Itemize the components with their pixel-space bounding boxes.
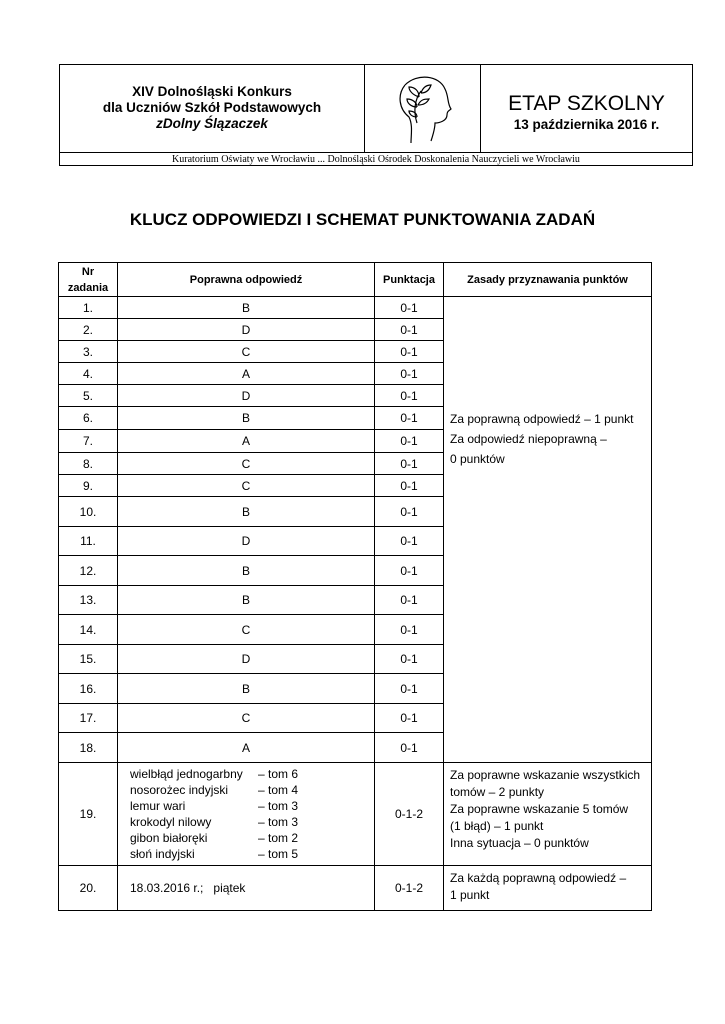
task-number: 3. [59,341,118,363]
task-points: 0-1 [375,430,444,453]
task-points: 0-1 [375,319,444,341]
task-answer: B [118,497,375,527]
task-points: 0-1 [375,453,444,475]
task-points: 0-1 [375,615,444,645]
task-number: 7. [59,430,118,453]
task-answer: C [118,453,375,475]
task-answer: B [118,407,375,430]
head-with-plant-logo-icon [365,65,480,152]
task-number: 18. [59,733,118,763]
task-points: 0-1 [375,407,444,430]
task-number: 10. [59,497,118,527]
task-number: 9. [59,475,118,497]
page-title: KLUCZ ODPOWIEDZI I SCHEMAT PUNKTOWANIA ZADAŃ [129,210,596,229]
contest-line-3: zDolny Ślązaczek [156,116,268,131]
task-answer: B [118,674,375,704]
table-row-20 [59,866,652,911]
rule-task-19: Za poprawne wskazanie wszystkich tomów – 2 punkty Za poprawne wskazanie 5 tomów (1 błąd) – 1 punkt Inna sytuacja – 0 punktów [444,763,652,866]
task-points: 0-1 [375,385,444,407]
task-number: 20. [59,866,118,911]
stage-box [481,65,692,152]
organizers-line: Kuratorium Oświaty we Wrocławiu ... Dolnośląski Ośrodek Doskonalenia Nauczycieli we Wrocławiu [172,154,580,165]
task-points: 0-1 [375,297,444,319]
task-answer: B [118,556,375,586]
task-number: 4. [59,363,118,385]
task-answer: C [118,341,375,363]
list-item: lemur wari – tom 3 [130,799,299,813]
answer-key-table [58,262,652,911]
document-header [59,64,693,166]
task-points: 0-1 [375,341,444,363]
stage-title: ETAP SZKOLNY [508,92,665,115]
task-points: 0-1 [375,556,444,586]
task-answer: C [118,615,375,645]
task-points: 0-1-2 [375,763,444,866]
task-points: 0-1 [375,733,444,763]
task-number: 19. [59,763,118,866]
task-answer: A [118,430,375,453]
rule-task-20: Za każdą poprawną odpowiedź – 1 punkt [444,866,652,911]
task-answer: C [118,704,375,733]
task-answer: A [118,363,375,385]
tome-list [118,766,374,862]
list-item: słoń indyjski – tom 5 [130,847,299,861]
task-answer: 18.03.2016 r.; piątek [118,866,375,911]
table-row-19 [59,763,652,866]
header-answer: Poprawna odpowiedź [118,263,375,297]
contest-line-1: XIV Dolnośląski Konkurs [132,84,292,99]
task-points: 0-1 [375,475,444,497]
task-number: 8. [59,453,118,475]
table-row [59,297,652,319]
task-points: 0-1 [375,674,444,704]
task-points: 0-1 [375,645,444,674]
task-points: 0-1 [375,527,444,556]
task-answer: B [118,297,375,319]
task-number: 11. [59,527,118,556]
task-number: 5. [59,385,118,407]
task-number: 1. [59,297,118,319]
header-points: Punktacja [375,263,444,297]
task-answer: C [118,475,375,497]
task-number: 13. [59,586,118,615]
stage-date: 13 października 2016 r. [513,117,660,132]
task-answer: D [118,527,375,556]
task-number: 17. [59,704,118,733]
header-top-row [60,65,692,153]
task-answer: D [118,319,375,341]
rule-tasks-1-18: Za poprawną odpowiedź – 1 punkt Za odpowiedź niepoprawną – 0 punktów [444,297,652,763]
task-answer: B [118,586,375,615]
task-number: 2. [59,319,118,341]
task-number: 14. [59,615,118,645]
task-points: 0-1-2 [375,866,444,911]
task-answer: A [118,733,375,763]
list-item: nosorożec indyjski – tom 4 [130,783,299,797]
task-points: 0-1 [375,586,444,615]
logo-box [365,65,481,152]
list-item: wielbłąd jednogarbny – tom 6 [130,767,299,781]
task-number: 12. [59,556,118,586]
task-answer: D [118,645,375,674]
task-number: 15. [59,645,118,674]
contest-name-box [60,65,365,152]
table-header-row [59,263,652,297]
task-answer: D [118,385,375,407]
task-19-answer [118,763,375,866]
task-points: 0-1 [375,363,444,385]
header-rules: Zasady przyznawania punktów [444,263,652,297]
task-number: 16. [59,674,118,704]
list-item: krokodyl nilowy – tom 3 [130,815,299,829]
task-points: 0-1 [375,497,444,527]
contest-line-2: dla Uczniów Szkół Podstawowych [102,100,322,115]
task-points: 0-1 [375,704,444,733]
header-nr: Nr zadania [59,263,118,297]
list-item: gibon białoręki – tom 2 [130,831,299,845]
task-number: 6. [59,407,118,430]
